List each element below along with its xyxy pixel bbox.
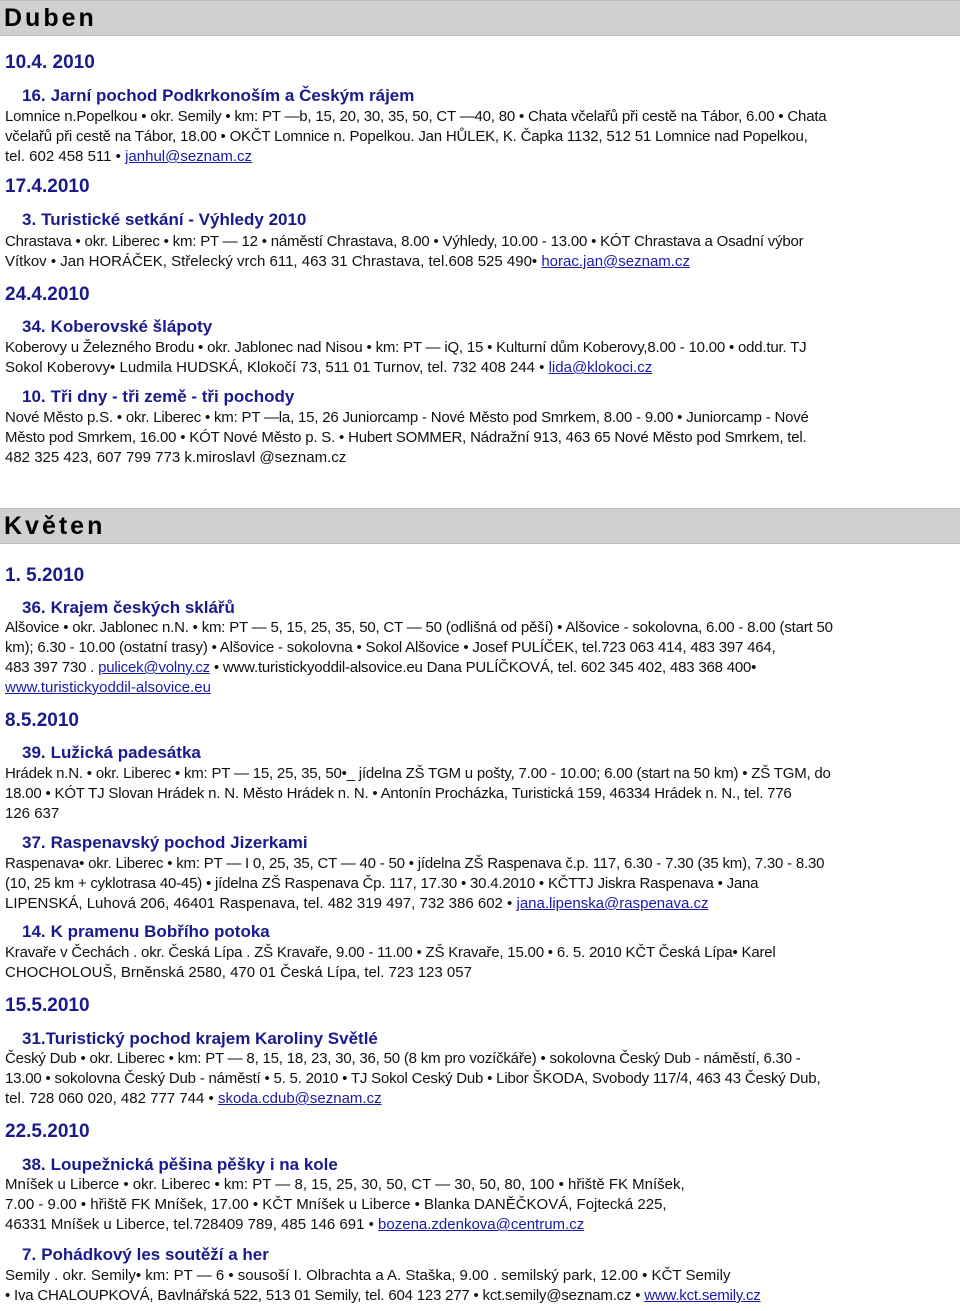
event-contact: tel. 728 060 020, 482 777 744 •	[5, 1090, 214, 1107]
event-number: 14.	[22, 922, 46, 941]
month-title: Květen	[4, 512, 106, 540]
event-date: 24.4.2010	[5, 284, 90, 305]
event-number: 31.	[22, 1029, 46, 1048]
event-name: Raspenavský pochod Jizerkami	[50, 833, 308, 852]
event-date: 8.5.2010	[5, 710, 79, 731]
event-detail: 18.00 • KÓT TJ Slovan Hrádek n. N. Město Hrádek n. N. • Antonín Procházka, Turistická 159, 46334 Hrádek n. N., tel. 776	[5, 785, 792, 802]
event-title	[22, 86, 414, 106]
event-detail	[5, 1216, 584, 1234]
event-detail: Město pod Smrkem, 16.00 • KÓT Nové Město p. S. • Hubert SOMMER, Nádražní 913, 463 65 Nové Město pod Smrkem, tel.	[5, 429, 807, 446]
event-detail: Semily . okr. Semily• km: PT — 6 • sousoší I. Olbrachta a A. Staška, 9.00 . semilský park, 12.00 • KČT Semily	[5, 1267, 731, 1284]
email-link[interactable]: pulicek@volny.cz	[98, 659, 210, 676]
event-title	[22, 1155, 338, 1175]
event-name: Tři dny - tři země - tři pochody	[50, 387, 295, 406]
event-title	[22, 210, 306, 230]
event-detail	[5, 1287, 761, 1305]
event-detail	[5, 359, 652, 377]
event-detail: 482 325 423, 607 799 773 k.miroslavl @seznam.cz	[5, 449, 347, 466]
email-link[interactable]: bozena.zdenkova@centrum.cz	[378, 1216, 585, 1233]
event-date: 17.4.2010	[5, 176, 90, 197]
event-detail: 126 637	[5, 805, 60, 822]
event-name: Lužická padesátka	[50, 743, 201, 762]
month-title: Duben	[4, 4, 97, 32]
event-title	[22, 598, 235, 618]
month-header-kveten	[0, 508, 960, 544]
event-name: Koberovské šlápoty	[50, 317, 213, 336]
event-detail	[5, 148, 252, 166]
event-title	[22, 922, 270, 942]
event-detail: 13.00 • sokolovna Český Dub - náměstí • 5. 5. 2010 • TJ Sokol Ceský Dub • Libor ŠKODA, Svobody 117/4, 463 43 Český Dub,	[5, 1070, 821, 1087]
event-contact: Sokol Koberovy• Ludmila HUDSKÁ, Klokočí 73, 511 01 Turnov, tel. 732 408 244 •	[5, 359, 545, 376]
event-number: 3.	[22, 210, 37, 229]
event-number: 37.	[22, 833, 46, 852]
event-title	[22, 317, 212, 337]
email-link[interactable]: horac.jan@seznam.cz	[541, 253, 690, 270]
event-date: 15.5.2010	[5, 995, 90, 1016]
event-detail: 7.00 - 9.00 • hřiště FK Mníšek, 17.00 • KČT Mníšek u Liberce • Blanka DANĚČKOVÁ, Fojtecká 225,	[5, 1196, 667, 1213]
event-name: Turistický pochod krajem Karoliny Světlé	[45, 1029, 378, 1048]
email-link[interactable]: jana.lipenska@raspenava.cz	[516, 895, 709, 912]
month-header-duben	[0, 0, 960, 36]
event-contact: 46331 Mníšek u Liberce, tel.728409 789, 485 146 691 •	[5, 1216, 374, 1233]
event-name: K pramenu Bobřího potoka	[50, 922, 270, 941]
event-detail: CHOCHOLOUŠ, Brněnská 2580, 470 01 Česká Lípa, tel. 723 123 057	[5, 964, 472, 981]
event-title	[22, 833, 308, 853]
email-link[interactable]: lida@klokoci.cz	[548, 359, 653, 376]
event-title	[22, 1029, 378, 1049]
event-detail	[5, 253, 690, 271]
event-title	[22, 743, 201, 763]
email-link[interactable]: janhul@seznam.cz	[125, 148, 253, 165]
event-number: 10.	[22, 387, 46, 406]
event-detail: Mníšek u Liberce • okr. Liberec • km: PT — 8, 15, 25, 30, 50, CT — 30, 50, 80, 100 • hřiště FK Mníšek,	[5, 1176, 685, 1193]
event-number: 39.	[22, 743, 46, 762]
event-detail: Český Dub • okr. Liberec • km: PT — 8, 15, 18, 23, 30, 36, 50 (8 km pro vozíčkáře) • sokolovna Český Dub - náměstí, 6.30 -	[5, 1050, 801, 1067]
event-contact: tel. 602 458 511 •	[5, 148, 121, 165]
event-number: 36.	[22, 598, 46, 617]
event-contact: 483 397 730 .	[5, 659, 95, 676]
event-title	[22, 1245, 269, 1265]
event-detail: Kravaře v Čechách . okr. Česká Lípa . ZŠ Kravaře, 9.00 - 11.00 • ZŠ Kravaře, 15.00 • 6. 5. 2010 KČT Česká Lípa• Karel	[5, 944, 776, 961]
event-date: 1. 5.2010	[5, 565, 85, 586]
event-detail: Alšovice • okr. Jablonec n.N. • km: PT — 5, 15, 25, 35, 50, CT — 50 (odlišná od pěší) • Alšovice - sokolovna, 6.00 - 8.00 (start 50	[5, 619, 833, 636]
event-detail: Raspenava• okr. Liberec • km: PT — I 0, 25, 35, CT — 40 - 50 • jídelna ZŠ Raspenava č.p. 117, 6.30 - 7.30 (35 km), 7.30 - 8.30	[5, 855, 825, 872]
email-link[interactable]: skoda.cdub@seznam.cz	[217, 1090, 382, 1107]
event-date: 22.5.2010	[5, 1121, 90, 1142]
event-contact: Vítkov • Jan HORÁČEK, Střelecký vrch 611, 463 31 Chrastava, tel.608 525 490•	[5, 253, 538, 270]
event-contact: • www.turistickyoddil-alsovice.eu Dana PULÍČKOVÁ, tel. 602 345 402, 483 368 400•	[213, 659, 757, 676]
event-detail	[5, 659, 756, 677]
event-detail: Koberovy u Železného Brodu • okr. Jablonec nad Nisou • km: PT — iQ, 15 • Kulturní dům Koberovy,8.00 - 10.00 • odd.tur. TJ	[5, 339, 807, 356]
event-detail	[5, 1090, 382, 1108]
event-detail: Hrádek n.N. • okr. Liberec • km: PT — 15, 25, 35, 50•_ jídelna ZŠ TGM u pošty, 7.00 - 10.00; 6.00 (start na 50 km) • ZŠ TGM, do	[5, 765, 831, 782]
event-number: 38.	[22, 1155, 46, 1174]
event-name: Jarní pochod Podkrkonoším a Českým rájem	[50, 86, 415, 105]
web-link[interactable]: www.kct.semily.cz	[644, 1287, 761, 1304]
event-name: Pohádkový les soutěží a her	[41, 1245, 269, 1264]
event-date: 10.4. 2010	[5, 52, 95, 73]
event-detail: včelařů při cestě na Tábor, 18.00 • OKČT Lomnice n. Popelkou. Jan HŮLEK, K. Čapka 1132, 512 51 Lomnice nad Popelkou,	[5, 128, 808, 145]
event-detail: Nové Město p.S. • okr. Liberec • km: PT —la, 15, 26 Juniorcamp - Nové Město pod Smrkem, 8.00 - 9.00 • Juniorcamp - Nové	[5, 409, 809, 426]
event-detail: km); 6.30 - 10.00 (ostatní trasy) • Alšovice - sokolovna • Sokol Alšovice • Josef PULÍČEK, tel.723 063 414, 483 397 464,	[5, 639, 776, 656]
event-contact: • Iva CHALOUPKOVÁ, Bavlnářská 522, 513 01 Semily, tel. 604 123 277 • kct.semily@seznam.cz •	[5, 1287, 641, 1304]
event-name: Turistické setkání - Výhledy 2010	[41, 210, 307, 229]
event-detail	[5, 679, 211, 697]
event-name: Loupežnická pěšina pěšky i na kole	[50, 1155, 338, 1174]
event-name: Krajem českých sklářů	[50, 598, 235, 617]
event-title	[22, 387, 294, 407]
event-detail: (10, 25 km + cyklotrasa 40-45) • jídelna ZŠ Raspenava Čp. 117, 17.30 • 30.4.2010 • KČTTJ Jiskra Raspenava • Jana	[5, 875, 759, 892]
event-number: 34.	[22, 317, 46, 336]
event-contact: LIPENSKÁ, Luhová 206, 46401 Raspenava, tel. 482 319 497, 732 386 602 •	[5, 895, 513, 912]
web-link[interactable]: www.turistickyoddil-alsovice.eu	[5, 679, 211, 696]
event-number: 16.	[22, 86, 46, 105]
event-detail	[5, 895, 709, 913]
event-number: 7.	[22, 1245, 37, 1264]
event-detail: Chrastava • okr. Liberec • km: PT — 12 • náměstí Chrastava, 8.00 • Výhledy, 10.00 - 13.00 • KÓT Chrastava a Osadní výbor	[5, 233, 804, 250]
event-detail: Lomnice n.Popelkou • okr. Semily • km: PT —b, 15, 20, 30, 35, 50, CT —40, 80 • Chata včelařů při cestě na Tábor, 6.00 • Chata	[5, 108, 827, 125]
